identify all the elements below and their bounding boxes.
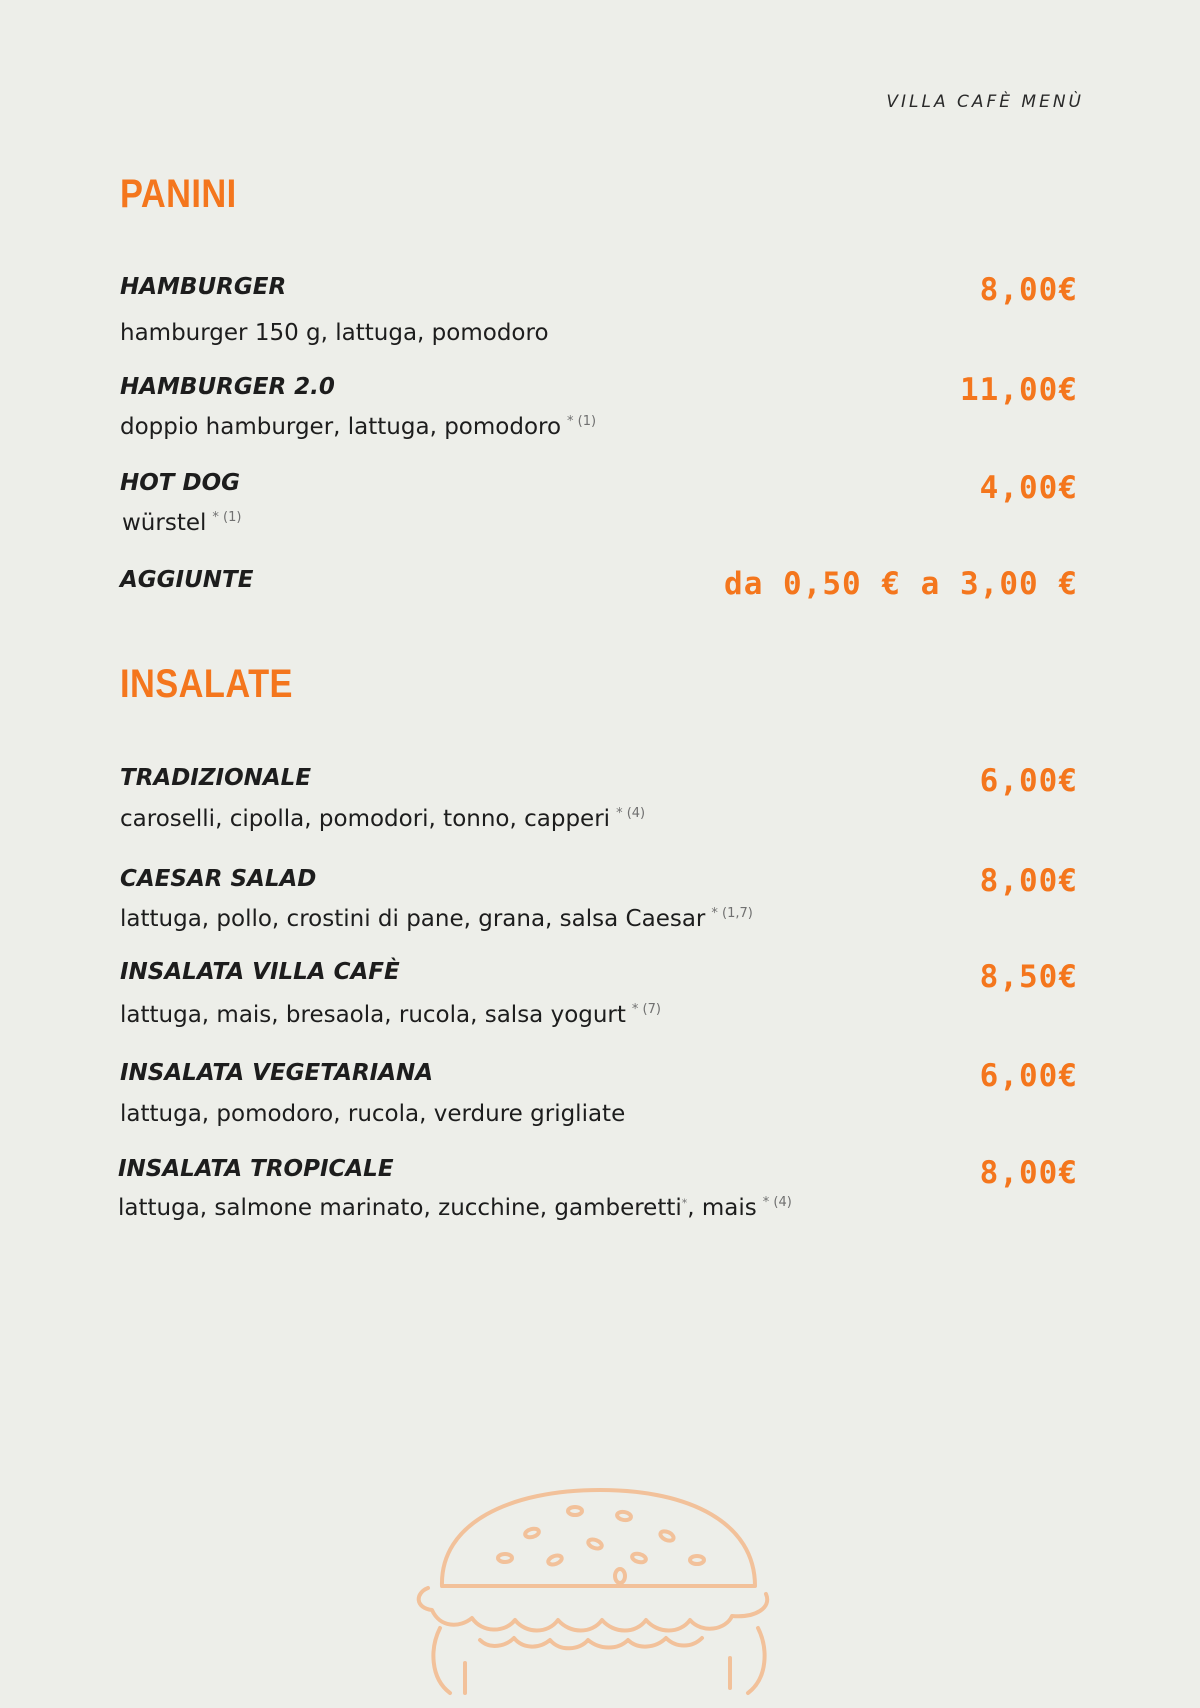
item-desc-hamburger-2	[120, 414, 596, 440]
item-desc-insalata-villa-cafe	[120, 1002, 661, 1028]
allergen-note: * (1,7)	[711, 906, 753, 922]
item-desc-text: lattuga, pomodoro, rucola, verdure grigliate	[120, 1101, 626, 1127]
item-name-caesar-salad: CAESAR SALAD	[120, 866, 317, 892]
item-desc-text: lattuga, pollo, crostini di pane, grana, salsa Caesar	[120, 906, 706, 932]
item-desc-text: würstel	[122, 510, 207, 536]
section-title-insalate: INSALATE	[120, 662, 293, 706]
item-name-insalata-tropicale: INSALATA TROPICALE	[118, 1156, 394, 1182]
item-name-insalata-villa-cafe: INSALATA VILLA CAFÈ	[120, 959, 400, 985]
item-desc-insalata-vegetariana	[120, 1101, 625, 1127]
allergen-note: * (4)	[616, 806, 646, 822]
allergen-note: * (4)	[762, 1195, 792, 1211]
item-price-hamburger: 8,00€	[979, 272, 1078, 308]
allergen-note: * (7)	[631, 1002, 661, 1018]
item-price-tradizionale: 6,00€	[979, 763, 1078, 799]
item-desc-text: hamburger 150 g, lattuga, pomodoro	[120, 320, 549, 346]
item-price-caesar-salad: 8,00€	[979, 863, 1078, 899]
item-price-insalata-villa-cafe: 8,50€	[979, 959, 1078, 995]
burger-illustration-icon	[410, 1478, 790, 1708]
item-desc-tradizionale	[120, 806, 645, 832]
item-desc-text-cont: , mais	[687, 1195, 757, 1221]
item-price-insalata-tropicale: 8,00€	[979, 1155, 1078, 1191]
item-desc-text: lattuga, mais, bresaola, rucola, salsa yogurt	[120, 1002, 626, 1028]
item-name-insalata-vegetariana: INSALATA VEGETARIANA	[120, 1060, 434, 1086]
item-price-aggiunte: da 0,50 € a 3,00 €	[724, 566, 1078, 602]
item-price-hot-dog: 4,00€	[979, 470, 1078, 506]
item-name-aggiunte: AGGIUNTE	[120, 567, 254, 593]
item-name-hamburger-2: HAMBURGER 2.0	[120, 374, 335, 400]
item-desc-hot-dog	[122, 510, 241, 536]
item-name-tradizionale: TRADIZIONALE	[120, 765, 312, 791]
item-name-hamburger: HAMBURGER	[120, 274, 287, 300]
item-desc-text: caroselli, cipolla, pomodori, tonno, capperi	[120, 806, 611, 832]
item-desc-hamburger	[120, 320, 549, 346]
item-desc-text: lattuga, salmone marinato, zucchine, gamberetti	[118, 1195, 682, 1221]
item-name-hot-dog: HOT DOG	[120, 470, 241, 496]
item-desc-insalata-tropicale	[118, 1195, 792, 1221]
menu-header-title: VILLA CAFÈ MENÙ	[886, 92, 1084, 112]
allergen-note: * (1)	[212, 510, 242, 526]
item-desc-caesar-salad	[120, 906, 753, 932]
allergen-note-inline: *	[681, 1196, 688, 1210]
allergen-note: * (1)	[567, 414, 597, 430]
section-title-panini: PANINI	[120, 172, 237, 216]
item-price-hamburger-2: 11,00€	[960, 372, 1078, 408]
item-desc-text: doppio hamburger, lattuga, pomodoro	[120, 414, 562, 440]
item-price-insalata-vegetariana: 6,00€	[979, 1058, 1078, 1094]
